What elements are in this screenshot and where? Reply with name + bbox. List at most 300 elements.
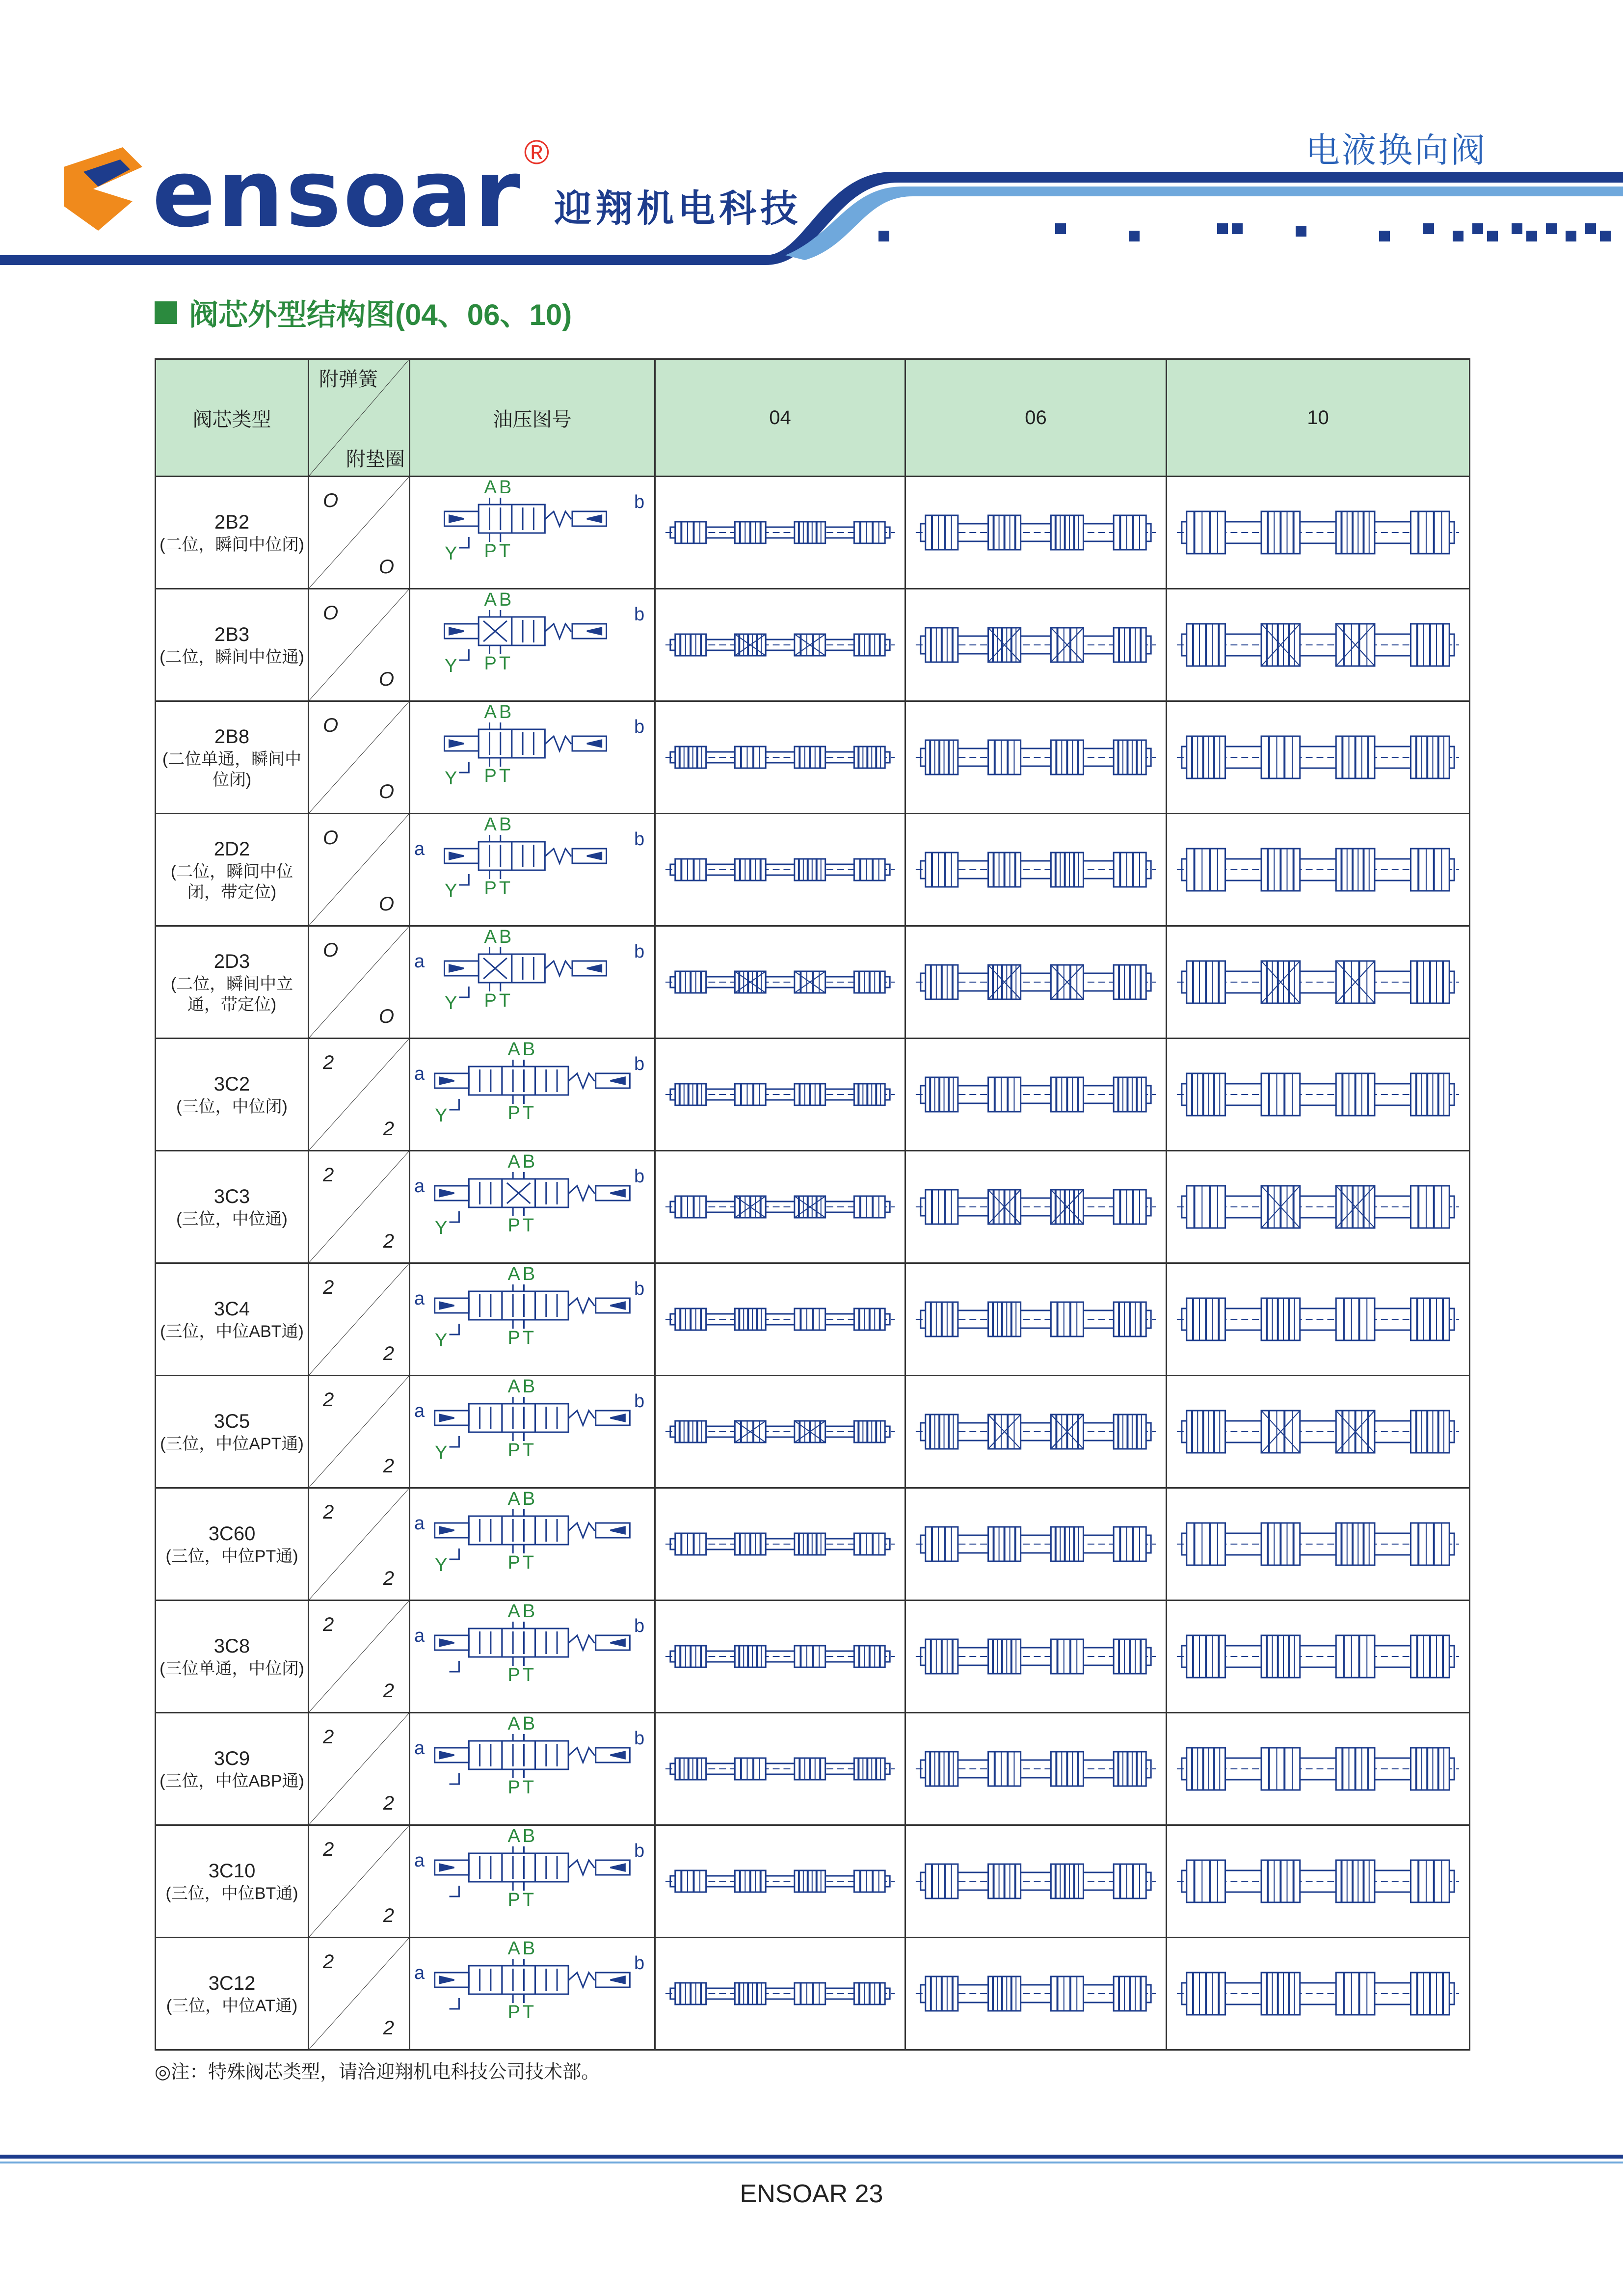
port-label-p: P bbox=[507, 1890, 520, 1910]
spring-gasket-cell bbox=[309, 701, 410, 814]
spool-type-cell bbox=[156, 477, 309, 589]
port-label-y: Y bbox=[445, 768, 457, 789]
port-label-b: B bbox=[522, 1938, 535, 1959]
spool-drawing bbox=[656, 1489, 905, 1600]
spring-gasket-cell bbox=[309, 926, 410, 1039]
spring-count: 2 bbox=[323, 1389, 334, 1411]
spool-drawing-cell-10 bbox=[1167, 477, 1470, 589]
gasket-count: O bbox=[378, 1006, 394, 1027]
gasket-count: 2 bbox=[383, 1230, 394, 1252]
spool-drawing bbox=[1167, 1039, 1469, 1150]
spool-drawing-cell-06 bbox=[905, 1938, 1167, 2050]
spool-description: (二位，瞬间中立通，带定位) bbox=[170, 974, 293, 1014]
footnote: ◎注：特殊阀芯类型，请洽迎翔机电科技公司技术部。 bbox=[155, 2062, 600, 2082]
port-label-b: B bbox=[522, 1489, 535, 1509]
side-label-b: b bbox=[634, 1166, 645, 1187]
table-row bbox=[156, 701, 1470, 814]
hydraulic-symbol-cell bbox=[410, 589, 655, 701]
spool-description: (三位，中位ABP通) bbox=[160, 1771, 304, 1790]
port-label-b: B bbox=[522, 1376, 535, 1397]
port-label-y: Y bbox=[435, 1330, 448, 1351]
side-label-a: a bbox=[414, 839, 425, 859]
spring-gasket-cell bbox=[309, 1938, 410, 2050]
port-label-a: A bbox=[507, 1264, 520, 1284]
spring-count: 2 bbox=[323, 1052, 334, 1073]
spool-drawing bbox=[1167, 1264, 1469, 1375]
spool-drawing-cell-04 bbox=[655, 1938, 905, 2050]
spool-drawing-cell-04 bbox=[655, 701, 905, 814]
spool-drawing bbox=[656, 1039, 905, 1150]
spool-code: 3C9 bbox=[213, 1747, 250, 1769]
side-label-b: b bbox=[634, 1953, 645, 1974]
table-row bbox=[156, 589, 1470, 701]
port-label-t: T bbox=[522, 1103, 534, 1123]
spool-drawing bbox=[1167, 1376, 1469, 1487]
header-size-06: 06 bbox=[905, 359, 1167, 477]
hydraulic-symbol-drawing bbox=[410, 702, 654, 813]
spring-count: 2 bbox=[323, 1726, 334, 1748]
port-label-a: A bbox=[484, 477, 497, 498]
spool-drawing bbox=[1167, 589, 1469, 700]
spring-count: O bbox=[323, 715, 339, 736]
spool-drawing bbox=[656, 702, 905, 813]
spool-type-cell bbox=[156, 701, 309, 814]
spool-code: 3C10 bbox=[208, 1860, 256, 1882]
hydraulic-symbol-cell bbox=[410, 1376, 655, 1488]
port-label-y: Y bbox=[445, 656, 457, 676]
side-label-b: b bbox=[634, 1841, 645, 1861]
port-label-b: B bbox=[499, 477, 512, 498]
spool-code: 3C5 bbox=[213, 1410, 250, 1432]
gasket-count: 2 bbox=[383, 1905, 394, 1926]
port-label-y: Y bbox=[435, 1105, 448, 1126]
port-label-b: B bbox=[522, 1713, 535, 1734]
hydraulic-symbol-cell bbox=[410, 1263, 655, 1376]
side-label-a: a bbox=[414, 1963, 425, 1983]
spring-count: 2 bbox=[323, 1951, 334, 1973]
port-label-b: B bbox=[522, 1826, 535, 1846]
spool-type-cell bbox=[156, 1601, 309, 1713]
spool-drawing bbox=[656, 1938, 905, 2049]
hydraulic-symbol-drawing bbox=[410, 477, 654, 588]
port-label-p: P bbox=[484, 878, 497, 899]
spool-code: 3C8 bbox=[213, 1635, 250, 1657]
hydraulic-symbol-cell bbox=[410, 1151, 655, 1263]
port-label-p: P bbox=[507, 1103, 520, 1123]
spool-type-cell bbox=[156, 1263, 309, 1376]
side-label-a: a bbox=[414, 1401, 425, 1421]
spool-description: (三位单通，中位闭) bbox=[160, 1659, 304, 1678]
spool-drawing-cell-04 bbox=[655, 1151, 905, 1263]
table-row bbox=[156, 1825, 1470, 1938]
port-label-t: T bbox=[522, 1440, 534, 1461]
port-label-a: A bbox=[507, 1826, 520, 1846]
hydraulic-symbol-cell bbox=[410, 701, 655, 814]
hydraulic-symbol-drawing bbox=[410, 814, 654, 925]
port-label-b: B bbox=[499, 814, 512, 835]
port-label-a: A bbox=[484, 814, 497, 835]
port-label-t: T bbox=[522, 2002, 534, 2023]
spool-description: (三位，中位闭) bbox=[176, 1097, 288, 1116]
port-label-p: P bbox=[507, 1552, 520, 1573]
spool-description: (二位，瞬间中位闭，带定位) bbox=[170, 862, 293, 902]
spool-code: 2B8 bbox=[214, 725, 250, 748]
spool-code: 3C2 bbox=[213, 1073, 250, 1095]
spool-drawing-cell-10 bbox=[1167, 1039, 1470, 1151]
spool-code: 2B3 bbox=[214, 623, 250, 645]
port-label-y: Y bbox=[445, 993, 457, 1014]
side-label-a: a bbox=[414, 951, 425, 972]
spool-drawing-cell-06 bbox=[905, 814, 1167, 926]
side-label-a: a bbox=[414, 1513, 425, 1534]
header-symbol: 油压图号 bbox=[410, 359, 655, 477]
side-label-b: b bbox=[634, 492, 645, 512]
spool-drawing bbox=[1167, 702, 1469, 813]
gasket-count: O bbox=[378, 781, 394, 802]
spool-drawing bbox=[906, 1039, 1166, 1150]
port-label-b: B bbox=[522, 1264, 535, 1284]
brand-word: ensoar bbox=[152, 139, 522, 248]
port-label-p: P bbox=[484, 990, 497, 1011]
spool-drawing-cell-06 bbox=[905, 477, 1167, 589]
spring-count: 2 bbox=[323, 1839, 334, 1860]
spool-drawing bbox=[656, 589, 905, 700]
spool-drawing-cell-06 bbox=[905, 1039, 1167, 1151]
spring-gasket-cell bbox=[309, 589, 410, 701]
port-label-a: A bbox=[507, 1039, 520, 1060]
side-label-b: b bbox=[634, 941, 645, 962]
spring-gasket-cell bbox=[309, 1825, 410, 1938]
hydraulic-symbol-cell bbox=[410, 477, 655, 589]
spring-gasket-cell bbox=[309, 1376, 410, 1488]
spool-drawing bbox=[1167, 1713, 1469, 1824]
spool-drawing bbox=[906, 1151, 1166, 1262]
table-header-row bbox=[156, 359, 1470, 477]
hydraulic-symbol-cell bbox=[410, 926, 655, 1039]
table-row bbox=[156, 926, 1470, 1039]
hydraulic-symbol-cell bbox=[410, 1601, 655, 1713]
port-label-p: P bbox=[507, 2002, 520, 2023]
spool-description: (二位单通，瞬间中位闭) bbox=[162, 749, 302, 789]
spool-drawing bbox=[656, 927, 905, 1038]
spool-drawing-cell-06 bbox=[905, 1263, 1167, 1376]
table-row bbox=[156, 1938, 1470, 2050]
port-label-p: P bbox=[484, 653, 497, 674]
spool-drawing-cell-10 bbox=[1167, 1376, 1470, 1488]
spring-count: 2 bbox=[323, 1501, 334, 1523]
brand-chinese: 迎翔机电科技 bbox=[554, 187, 802, 230]
gasket-count: 2 bbox=[383, 1568, 394, 1589]
spool-description: (三位，中位PT通) bbox=[165, 1547, 298, 1566]
header-gasket: 附垫圈 bbox=[346, 449, 405, 470]
hydraulic-symbol-drawing bbox=[410, 589, 654, 700]
spool-drawing-cell-04 bbox=[655, 814, 905, 926]
spring-gasket-cell bbox=[309, 814, 410, 926]
port-label-y: Y bbox=[435, 1442, 448, 1463]
spool-drawing bbox=[656, 1264, 905, 1375]
table-row bbox=[156, 1488, 1470, 1601]
spool-drawing-cell-10 bbox=[1167, 589, 1470, 701]
port-label-t: T bbox=[499, 653, 511, 674]
spool-drawing-cell-04 bbox=[655, 926, 905, 1039]
side-label-b: b bbox=[634, 829, 645, 850]
spring-count: 2 bbox=[323, 1614, 334, 1635]
spool-drawing bbox=[656, 1713, 905, 1824]
table-row bbox=[156, 1713, 1470, 1825]
port-label-t: T bbox=[499, 990, 511, 1011]
table-row bbox=[156, 1039, 1470, 1151]
spool-code: 2B2 bbox=[214, 511, 250, 533]
spool-drawing-cell-10 bbox=[1167, 1151, 1470, 1263]
port-label-y: Y bbox=[435, 1555, 448, 1575]
spool-type-cell bbox=[156, 589, 309, 701]
port-label-a: A bbox=[507, 1376, 520, 1397]
port-label-p: P bbox=[507, 1777, 520, 1798]
spool-description: (三位，中位AT通) bbox=[166, 1996, 298, 2015]
spool-drawing bbox=[906, 1938, 1166, 2049]
port-label-b: B bbox=[499, 589, 512, 610]
port-label-a: A bbox=[507, 1713, 520, 1734]
spring-gasket-cell bbox=[309, 1039, 410, 1151]
spool-drawing-cell-04 bbox=[655, 1601, 905, 1713]
spool-drawing-cell-10 bbox=[1167, 814, 1470, 926]
hydraulic-symbol-cell bbox=[410, 1039, 655, 1151]
port-label-t: T bbox=[522, 1665, 534, 1685]
spool-drawing bbox=[906, 1264, 1166, 1375]
spool-drawing bbox=[1167, 1489, 1469, 1600]
gasket-count: 2 bbox=[383, 1455, 394, 1477]
gasket-count: O bbox=[378, 668, 394, 690]
spool-drawing-cell-04 bbox=[655, 1039, 905, 1151]
side-label-b: b bbox=[634, 1391, 645, 1412]
spool-type-cell bbox=[156, 1488, 309, 1601]
spool-drawing-cell-06 bbox=[905, 1151, 1167, 1263]
gasket-count: 2 bbox=[383, 1343, 394, 1364]
side-label-b: b bbox=[634, 1728, 645, 1749]
spool-drawing-cell-10 bbox=[1167, 1263, 1470, 1376]
spool-drawing bbox=[1167, 1826, 1469, 1937]
spool-type-cell bbox=[156, 1713, 309, 1825]
spool-drawing bbox=[906, 1376, 1166, 1487]
table-row bbox=[156, 477, 1470, 589]
gasket-count: O bbox=[378, 556, 394, 578]
spool-drawing-cell-10 bbox=[1167, 926, 1470, 1039]
spool-drawing-cell-04 bbox=[655, 589, 905, 701]
port-label-p: P bbox=[484, 766, 497, 786]
spring-count: 2 bbox=[323, 1164, 334, 1186]
spool-drawing bbox=[656, 477, 905, 588]
side-label-a: a bbox=[414, 1850, 425, 1871]
spool-drawing bbox=[906, 927, 1166, 1038]
spool-drawing-cell-10 bbox=[1167, 701, 1470, 814]
side-label-b: b bbox=[634, 1616, 645, 1636]
spring-gasket-cell bbox=[309, 1263, 410, 1376]
port-label-t: T bbox=[522, 1215, 534, 1236]
spool-drawing-cell-06 bbox=[905, 1488, 1167, 1601]
spool-drawing-cell-04 bbox=[655, 1825, 905, 1938]
hydraulic-symbol-cell bbox=[410, 1488, 655, 1601]
port-label-t: T bbox=[522, 1777, 534, 1798]
page-footer: ENSOAR 23 bbox=[740, 2180, 883, 2208]
spool-description: (三位，中位APT通) bbox=[160, 1434, 304, 1453]
port-label-t: T bbox=[522, 1552, 534, 1573]
brand-logo bbox=[64, 133, 802, 248]
spool-code: 2D3 bbox=[213, 950, 250, 972]
side-label-a: a bbox=[414, 1176, 425, 1197]
spring-gasket-cell bbox=[309, 1713, 410, 1825]
spool-code: 3C12 bbox=[208, 1972, 256, 1994]
port-label-p: P bbox=[507, 1440, 520, 1461]
spool-drawing bbox=[906, 1601, 1166, 1712]
side-label-a: a bbox=[414, 1738, 425, 1759]
spool-drawing-cell-04 bbox=[655, 1376, 905, 1488]
spool-drawing bbox=[656, 1601, 905, 1712]
header-type: 阀芯类型 bbox=[156, 359, 309, 477]
port-label-b: B bbox=[499, 927, 512, 947]
spool-drawing-cell-06 bbox=[905, 1825, 1167, 1938]
header-spring: 附弹簧 bbox=[319, 369, 378, 390]
port-label-p: P bbox=[484, 541, 497, 561]
port-label-b: B bbox=[522, 1601, 535, 1622]
table-row bbox=[156, 814, 1470, 926]
port-label-a: A bbox=[507, 1601, 520, 1622]
footer-rule bbox=[0, 2155, 1623, 2169]
spool-drawing bbox=[906, 1826, 1166, 1937]
port-label-b: B bbox=[499, 702, 512, 722]
table-row bbox=[156, 1601, 1470, 1713]
spool-drawing bbox=[906, 1713, 1166, 1824]
spool-type-cell bbox=[156, 1376, 309, 1488]
port-label-a: A bbox=[484, 927, 497, 947]
port-label-t: T bbox=[522, 1328, 534, 1348]
section-title bbox=[155, 292, 572, 334]
gasket-count: 2 bbox=[383, 2017, 394, 2039]
spring-gasket-cell bbox=[309, 477, 410, 589]
side-label-a: a bbox=[414, 1064, 425, 1084]
spool-type-cell bbox=[156, 1151, 309, 1263]
port-label-a: A bbox=[484, 589, 497, 610]
page-header bbox=[0, 0, 1623, 275]
side-label-b: b bbox=[634, 604, 645, 625]
brand-registered: ® bbox=[524, 133, 550, 171]
port-label-a: A bbox=[507, 1151, 520, 1172]
spool-drawing bbox=[1167, 477, 1469, 588]
spool-drawing-cell-04 bbox=[655, 1713, 905, 1825]
spool-drawing-cell-04 bbox=[655, 1488, 905, 1601]
spool-drawing-cell-06 bbox=[905, 1376, 1167, 1488]
spool-drawing bbox=[1167, 1601, 1469, 1712]
spool-drawing bbox=[906, 589, 1166, 700]
hydraulic-symbol-cell bbox=[410, 1938, 655, 2050]
header-size-10: 10 bbox=[1167, 359, 1470, 477]
port-label-b: B bbox=[522, 1039, 535, 1060]
spool-drawing-cell-10 bbox=[1167, 1601, 1470, 1713]
spool-drawing-cell-04 bbox=[655, 1263, 905, 1376]
spool-drawing-cell-06 bbox=[905, 1601, 1167, 1713]
section-title-text: 阀芯外型结构图(04、06、10) bbox=[189, 298, 572, 331]
header-spring-gasket bbox=[309, 359, 410, 477]
spool-drawing bbox=[1167, 814, 1469, 925]
port-label-y: Y bbox=[435, 1218, 448, 1238]
spring-gasket-cell bbox=[309, 1488, 410, 1601]
port-label-t: T bbox=[499, 766, 511, 786]
spool-code: 3C60 bbox=[208, 1522, 256, 1545]
port-label-a: A bbox=[507, 1938, 520, 1959]
spool-drawing bbox=[906, 477, 1166, 588]
spring-count: O bbox=[323, 602, 339, 624]
spring-count: O bbox=[323, 939, 339, 961]
spring-count: O bbox=[323, 827, 339, 849]
port-label-b: B bbox=[522, 1151, 535, 1172]
spring-gasket-cell bbox=[309, 1151, 410, 1263]
spool-drawing bbox=[656, 1376, 905, 1487]
port-label-a: A bbox=[507, 1489, 520, 1509]
gasket-count: O bbox=[378, 893, 394, 915]
spool-drawing bbox=[1167, 1151, 1469, 1262]
bullet-square-icon bbox=[155, 301, 177, 324]
spool-drawing bbox=[1167, 1938, 1469, 2049]
side-label-a: a bbox=[414, 1626, 425, 1646]
side-label-a: a bbox=[414, 1288, 425, 1309]
port-label-p: P bbox=[507, 1328, 520, 1348]
hydraulic-symbol-cell bbox=[410, 1825, 655, 1938]
spool-type-cell bbox=[156, 1938, 309, 2050]
spool-drawing bbox=[1167, 927, 1469, 1038]
spool-drawing-cell-06 bbox=[905, 926, 1167, 1039]
side-label-b: b bbox=[634, 1279, 645, 1299]
table-row bbox=[156, 1376, 1470, 1488]
port-label-t: T bbox=[499, 878, 511, 899]
hydraulic-symbol-cell bbox=[410, 814, 655, 926]
spool-code: 2D2 bbox=[213, 838, 250, 860]
header-size-04: 04 bbox=[655, 359, 905, 477]
port-label-t: T bbox=[499, 541, 511, 561]
spool-description: (二位，瞬间中位通) bbox=[160, 647, 304, 667]
spool-type-cell bbox=[156, 1825, 309, 1938]
spool-drawing-cell-06 bbox=[905, 589, 1167, 701]
spool-drawing-cell-10 bbox=[1167, 1488, 1470, 1601]
gasket-count: 2 bbox=[383, 1118, 394, 1140]
table-row bbox=[156, 1263, 1470, 1376]
logo-mark-icon bbox=[64, 147, 142, 231]
table-row bbox=[156, 1151, 1470, 1263]
spool-code: 3C3 bbox=[213, 1185, 250, 1207]
page-category: 电液换向阀 bbox=[1305, 131, 1487, 169]
side-label-b: b bbox=[634, 1054, 645, 1074]
spool-description: (三位，中位通) bbox=[176, 1209, 288, 1228]
port-label-y: Y bbox=[445, 881, 457, 901]
spool-type-cell bbox=[156, 1039, 309, 1151]
spool-description: (三位，中位ABT通) bbox=[160, 1322, 304, 1341]
spool-drawing-cell-04 bbox=[655, 477, 905, 589]
spool-drawing-cell-10 bbox=[1167, 1825, 1470, 1938]
spool-drawing bbox=[656, 1826, 905, 1937]
hydraulic-symbol-drawing bbox=[410, 927, 654, 1038]
spool-description: (三位，中位BT通) bbox=[165, 1884, 298, 1903]
side-label-b: b bbox=[634, 717, 645, 737]
port-label-p: P bbox=[507, 1665, 520, 1685]
port-label-y: Y bbox=[445, 543, 457, 564]
spring-count: O bbox=[323, 490, 339, 511]
spool-drawing bbox=[906, 702, 1166, 813]
spool-drawing-cell-10 bbox=[1167, 1713, 1470, 1825]
port-label-a: A bbox=[484, 702, 497, 722]
gasket-count: 2 bbox=[383, 1792, 394, 1814]
spool-description: (二位，瞬间中位闭) bbox=[160, 535, 304, 554]
port-label-t: T bbox=[522, 1890, 534, 1910]
port-label-p: P bbox=[507, 1215, 520, 1236]
spool-drawing bbox=[906, 1489, 1166, 1600]
